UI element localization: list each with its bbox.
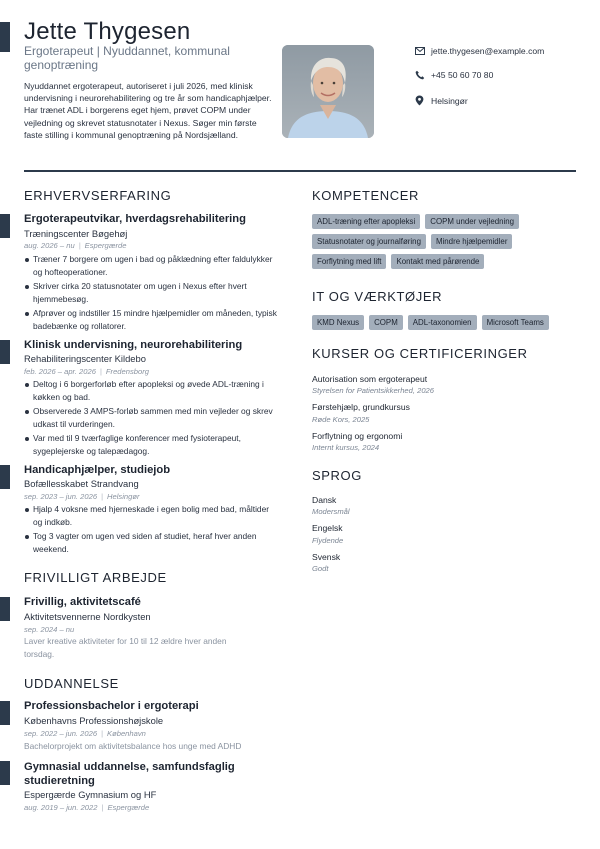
contact-location bbox=[414, 95, 468, 106]
job-bullet: Træner 7 borgere om ugen i bad og påklædning efter faldulykker og hofteoperationer. bbox=[24, 253, 280, 278]
course-issuer: Styrelsen for Patientsikkerhed, 2026 bbox=[312, 386, 434, 395]
section-title-tools: IT OG VÆRKTØJER bbox=[312, 289, 443, 304]
job-bullets bbox=[24, 378, 280, 459]
job-meta: aug. 2026 – nu | Espergærde bbox=[24, 241, 127, 250]
job-organization: Træningscenter Bøgehøj bbox=[24, 228, 128, 239]
section-title-skills: KOMPETENCER bbox=[312, 188, 420, 203]
education-place: Espergærde bbox=[107, 803, 150, 812]
tool-tag: Microsoft Teams bbox=[482, 315, 549, 330]
skill-tag: ADL-træning efter apopleksi bbox=[312, 214, 420, 229]
section-title-volunteer: FRIVILLIGT ARBEJDE bbox=[24, 570, 167, 585]
job-bullet: Skriver cirka 20 statusnotater om ugen i Nexus efter hvert hjemmebesøg. bbox=[24, 280, 280, 305]
job-bullet: Tog 3 vagter om ugen ved siden af studiet, heraf hver anden weekend. bbox=[24, 530, 280, 555]
job-bullet: Deltog i 6 borgerforløb efter apopleksi og øvede ADL-træning i køkken og bad. bbox=[24, 378, 280, 403]
education-meta: aug. 2019 – jun. 2022 | Espergærde bbox=[24, 803, 150, 812]
tool-tag: COPM bbox=[369, 315, 403, 330]
job-organization: Rehabiliteringscenter Kildebo bbox=[24, 353, 146, 364]
job-dates: sep. 2023 – jun. 2026 bbox=[24, 492, 98, 501]
profile-summary: Nyuddannet ergoterapeut, autoriseret i juli 2026, med klinisk undervisning i neurorehabilitering og tre år som handicaphjælper. Har trænet ADL i borgerens eget hjem, prøvet COPM under vejledning og skrevet statusnotater i Nexus. Søger min første faste stilling i kommunal genoptræning på Nordsjælland. bbox=[24, 81, 272, 140]
education-accent-bar bbox=[0, 701, 10, 725]
section-title-education: UDDANNELSE bbox=[24, 676, 119, 691]
location-pin-icon bbox=[414, 95, 425, 106]
language-name: Svensk bbox=[312, 552, 341, 562]
skill-tag: Forflytning med lift bbox=[312, 254, 386, 269]
language-level: Flydende bbox=[312, 536, 344, 545]
course-title: Forflytning og ergonomi bbox=[312, 431, 403, 441]
job-title: Ergoterapeutvikar, hverdagsrehabilitering bbox=[24, 213, 246, 225]
volunteer-organization: Aktivitetsvennerne Nordkysten bbox=[24, 611, 151, 622]
candidate-subtitle: Ergoterapeut | Nyuddannet, kommunal genoptræning bbox=[24, 44, 230, 72]
job-accent-bar bbox=[0, 214, 10, 238]
section-title-languages: SPROG bbox=[312, 468, 362, 483]
envelope-icon bbox=[414, 45, 425, 56]
education-title: Professionsbachelor i ergoterapi bbox=[24, 700, 199, 712]
skills-tags bbox=[312, 214, 576, 274]
contact-email[interactable] bbox=[414, 45, 544, 56]
job-bullet: Afprøver og indstiller 15 mindre hjælpemidler om måneden, typisk badebænke og rollatorer. bbox=[24, 307, 280, 332]
education-place: København bbox=[107, 729, 146, 738]
tools-tags bbox=[312, 315, 576, 335]
tool-tag: ADL-taxonomien bbox=[408, 315, 477, 330]
course-title: Autorisation som ergoterapeut bbox=[312, 374, 428, 384]
job-bullet: Hjalp 4 voksne med hjerneskade i egen bolig med bad, måltider og indkøb. bbox=[24, 503, 280, 528]
job-bullet: Var med til 9 tværfaglige konferencer med fysioterapeut, sygeplejerske og talepædagog. bbox=[24, 432, 280, 457]
skill-tag: Mindre hjælpemidler bbox=[431, 234, 512, 249]
job-accent-bar bbox=[0, 597, 10, 621]
volunteer-title: Frivillig, aktivitetscafé bbox=[24, 596, 141, 608]
job-dates: feb. 2026 – apr. 2026 bbox=[24, 367, 96, 376]
course-issuer: Røde Kors, 2025 bbox=[312, 415, 370, 424]
job-title: Klinisk undervisning, neurorehabilitering bbox=[24, 339, 243, 351]
contact-phone-text[interactable]: +45 50 60 70 80 bbox=[431, 69, 494, 80]
skill-tag: Statusnotater og journalføring bbox=[312, 234, 426, 249]
education-school: Københavns Professionshøjskole bbox=[24, 715, 164, 726]
language-name: Dansk bbox=[312, 495, 337, 505]
job-accent-bar bbox=[0, 465, 10, 489]
education-description: Bachelorprojekt om aktivitetsbalance hos unge med ADHD bbox=[24, 741, 242, 751]
volunteer-description: Laver kreative aktiviteter for 10 til 12 ældre hver anden torsdag. bbox=[24, 636, 227, 659]
resume-header bbox=[0, 0, 600, 160]
contact-location-text: Helsingør bbox=[431, 95, 468, 106]
course-issuer: Internt kursus, 2024 bbox=[312, 443, 380, 452]
job-meta: sep. 2023 – jun. 2026 | Helsingør bbox=[24, 492, 140, 501]
job-accent-bar bbox=[0, 340, 10, 364]
job-bullets bbox=[24, 253, 280, 334]
job-bullet: Observerede 3 AMPS-forløb sammen med min vejleder og skrev udkast til vurderingen. bbox=[24, 405, 280, 430]
job-dates: aug. 2026 – nu bbox=[24, 241, 75, 250]
education-school: Espergærde Gymnasium og HF bbox=[24, 789, 157, 800]
job-place: Fredensborg bbox=[105, 367, 149, 376]
skill-tag: Kontakt med pårørende bbox=[391, 254, 484, 269]
skill-tag: COPM under vejledning bbox=[425, 214, 519, 229]
education-dates: sep. 2022 – jun. 2026 bbox=[24, 729, 98, 738]
job-meta: feb. 2026 – apr. 2026 | Fredensborg bbox=[24, 367, 149, 376]
education-title: Gymnasial uddannelse, samfundsfaglig studieretning bbox=[24, 761, 235, 787]
contact-email-text[interactable]: jette.thygesen@example.com bbox=[431, 45, 545, 56]
section-title-experience: ERHVERVSERFARING bbox=[24, 188, 172, 203]
job-title: Handicaphjælper, studiejob bbox=[24, 464, 171, 476]
job-organization: Bofællesskabet Strandvang bbox=[24, 478, 139, 489]
header-divider bbox=[24, 170, 576, 172]
language-level: Modersmål bbox=[312, 507, 350, 516]
job-bullets bbox=[24, 503, 280, 557]
education-meta: sep. 2022 – jun. 2026 | København bbox=[24, 729, 146, 738]
profile-photo bbox=[282, 45, 374, 138]
education-dates: aug. 2019 – jun. 2022 bbox=[24, 803, 98, 812]
course-title: Førstehjælp, grundkursus bbox=[312, 402, 410, 412]
contact-phone[interactable] bbox=[414, 69, 493, 80]
phone-icon bbox=[414, 69, 425, 80]
section-title-courses: KURSER OG CERTIFICERINGER bbox=[312, 346, 528, 361]
tool-tag: KMD Nexus bbox=[312, 315, 364, 330]
profile-photo-image bbox=[282, 45, 374, 138]
volunteer-dates: sep. 2024 – nu bbox=[24, 625, 75, 634]
language-level: Godt bbox=[312, 564, 329, 573]
language-name: Engelsk bbox=[312, 523, 343, 533]
header-accent-bar bbox=[0, 22, 10, 52]
education-accent-bar bbox=[0, 761, 10, 785]
job-place: Espergærde bbox=[84, 241, 127, 250]
job-place: Helsingør bbox=[107, 492, 140, 501]
candidate-name: Jette Thygesen bbox=[24, 18, 191, 45]
